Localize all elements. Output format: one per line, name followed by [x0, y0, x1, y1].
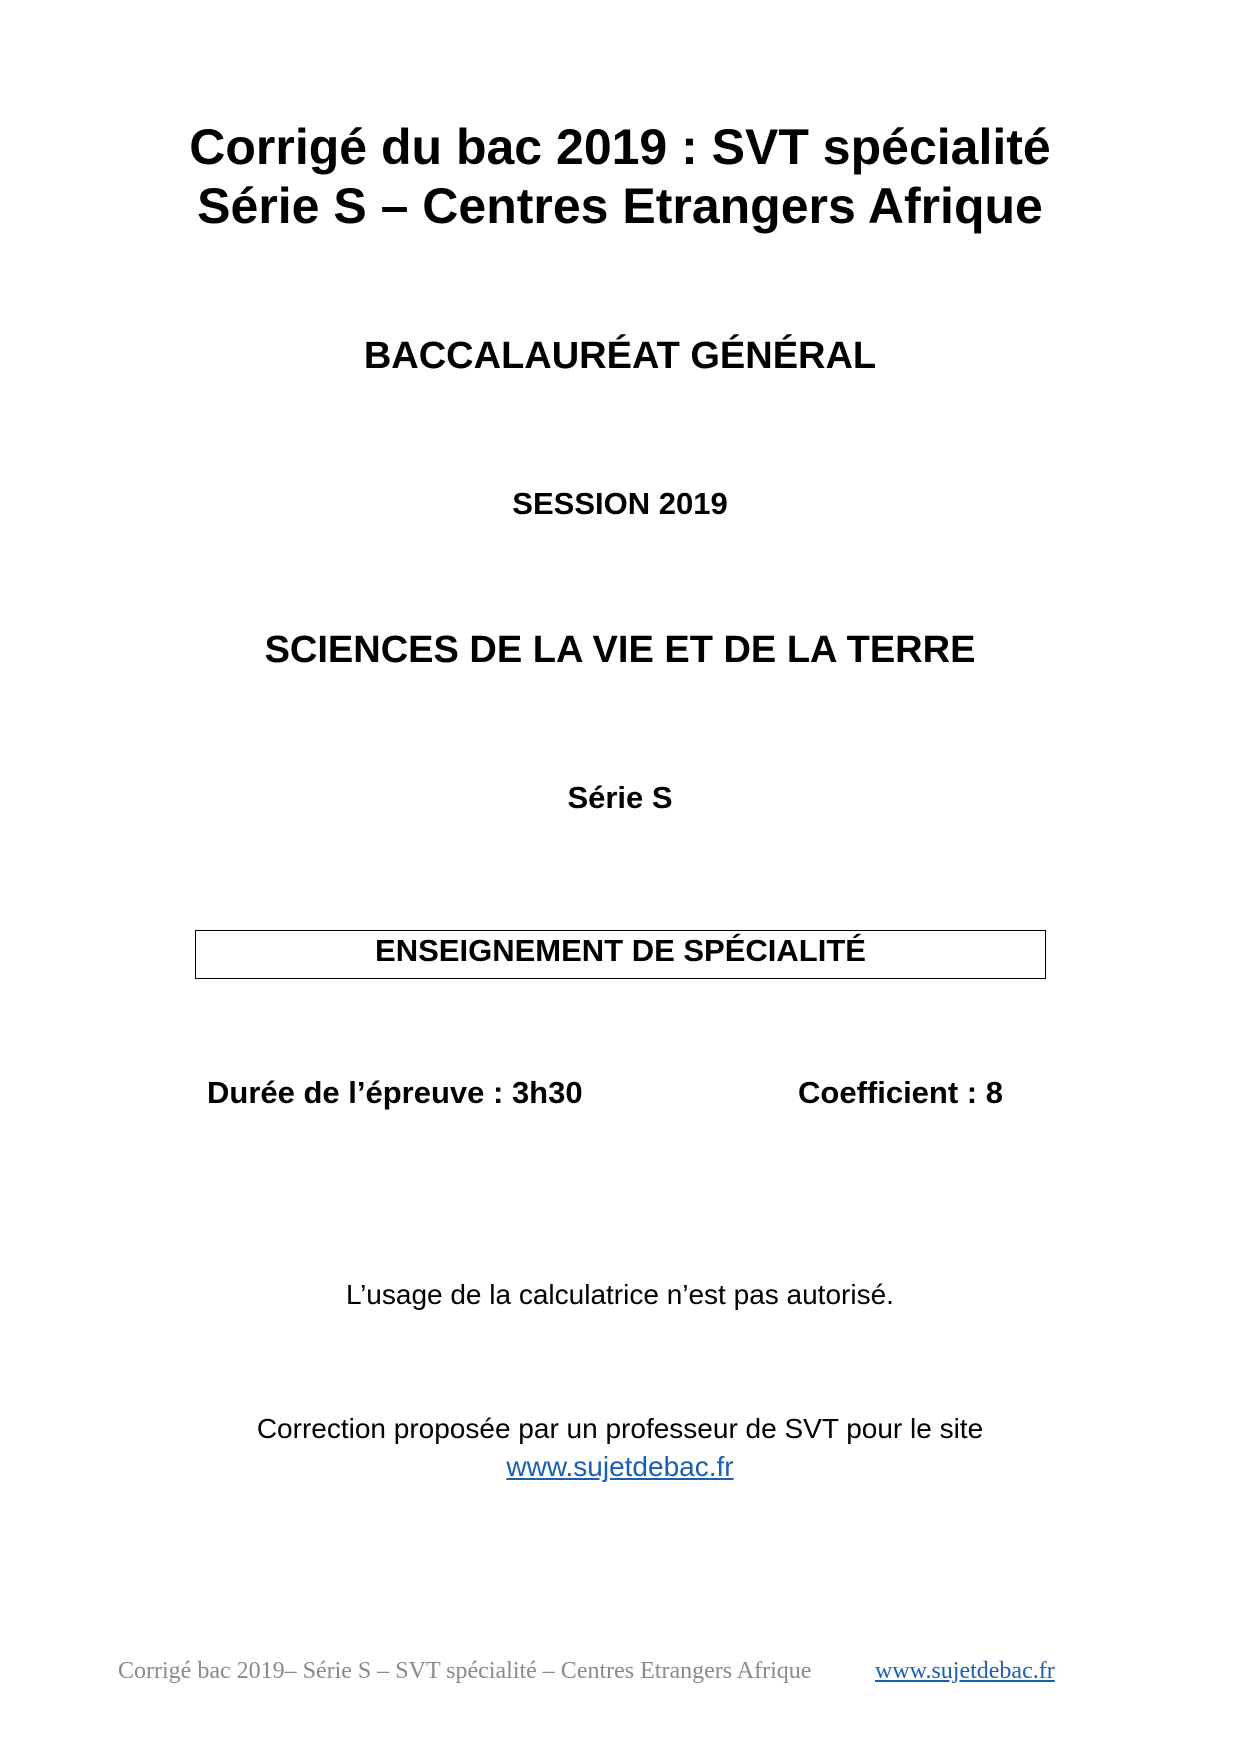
- exam-name: BACCALAURÉAT GÉNÉRAL: [363, 335, 877, 377]
- title-line-2: Série S – Centres Etrangers Afrique: [197, 178, 1043, 234]
- specialty-box: ENSEIGNEMENT DE SPÉCIALITÉ: [195, 930, 1046, 979]
- serie-label: Série S: [567, 780, 673, 815]
- page-title: [0, 118, 1240, 236]
- correction-note: [0, 1410, 1240, 1486]
- correction-text: Correction proposée par un professeur de SVT pour le site: [256, 1413, 984, 1444]
- exam-coefficient: Coefficient : 8: [798, 1075, 1003, 1110]
- session-label: SESSION 2019: [512, 486, 728, 521]
- subject-heading: SCIENCES DE LA VIE ET DE LA TERRE: [264, 629, 976, 671]
- footer-sujetdebac-link[interactable]: www.sujetdebac.fr: [875, 1658, 1055, 1684]
- calculator-note: L’usage de la calculatrice n’est pas autorisé.: [346, 1279, 894, 1310]
- title-line-1: Corrigé du bac 2019 : SVT spécialité: [189, 119, 1051, 175]
- exam-duration: Durée de l’épreuve : 3h30: [207, 1075, 583, 1110]
- sujetdebac-link[interactable]: www.sujetdebac.fr: [506, 1451, 734, 1482]
- footer-text: Corrigé bac 2019– Série S – SVT spécialité – Centres Etrangers Afrique: [118, 1658, 812, 1684]
